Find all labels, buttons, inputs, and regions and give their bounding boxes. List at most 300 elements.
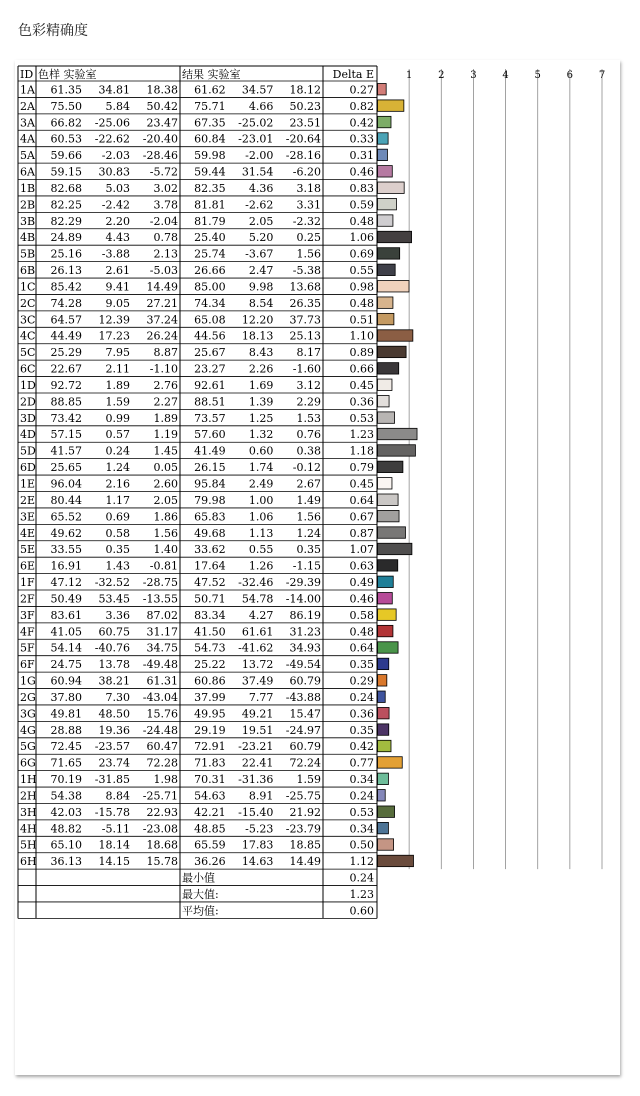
result-lab-value: 60.79 [289, 740, 321, 754]
delta-e-value: 0.48 [349, 625, 374, 639]
result-lab-value: 65.83 [194, 510, 226, 524]
sample-lab-value: -0.81 [149, 559, 178, 573]
sample-lab-value: 27.21 [146, 296, 178, 310]
delta-e-bar [378, 822, 389, 833]
sample-lab-value: 53.45 [98, 592, 130, 606]
sample-lab-value: 19.36 [98, 723, 130, 737]
sample-lab-value: 15.78 [146, 855, 178, 869]
result-lab-value: 65.08 [194, 313, 226, 327]
result-lab-value: -31.36 [238, 773, 274, 787]
row-id: 1F [20, 576, 35, 590]
result-lab-value: 0.35 [296, 543, 321, 557]
delta-e-bar [378, 642, 399, 653]
result-lab-value: 4.27 [248, 608, 274, 622]
delta-e-value: 0.53 [349, 805, 374, 819]
row-id: 3H [20, 805, 37, 819]
row-id: 1H [20, 773, 37, 787]
delta-e-bar [378, 560, 398, 571]
delta-e-bar [378, 395, 390, 406]
sample-lab-value: 1.56 [153, 526, 178, 540]
result-lab-value: 1.56 [296, 510, 321, 524]
result-lab-value: 75.71 [194, 99, 226, 113]
sample-lab-value: 34.75 [146, 641, 178, 655]
delta-e-bar [378, 363, 399, 374]
sample-lab-value: 41.57 [50, 444, 82, 458]
header-sample-lab: 色样 实验室 [38, 68, 97, 81]
sample-lab-value: 18.14 [98, 838, 130, 852]
result-lab-value: 60.79 [289, 674, 321, 688]
sample-lab-value: 60.47 [146, 740, 178, 754]
row-id: 5H [20, 838, 37, 852]
delta-e-bar [378, 510, 400, 521]
sample-lab-value: -49.48 [142, 658, 178, 672]
result-lab-value: 8.54 [248, 296, 274, 310]
delta-e-bar [378, 198, 397, 209]
row-id: 6C [20, 362, 36, 376]
row-id: 3B [20, 214, 36, 228]
sample-lab-value: 60.94 [50, 674, 82, 688]
summary-label: 最小值 [182, 871, 215, 885]
result-lab-value: 1.74 [248, 461, 274, 475]
result-lab-value: 86.19 [289, 608, 321, 622]
sample-lab-value: 82.29 [50, 214, 82, 228]
result-lab-value: 95.84 [194, 477, 226, 491]
sample-lab-value: 59.15 [50, 165, 82, 179]
result-lab-value: 50.71 [194, 592, 226, 606]
row-id: 1G [20, 674, 36, 688]
delta-e-bar [378, 675, 387, 686]
delta-e-value: 0.79 [349, 461, 374, 475]
result-lab-value: 21.92 [289, 805, 321, 819]
color-accuracy-panel [15, 60, 620, 1075]
result-lab-value: 8.17 [296, 346, 321, 360]
delta-e-bar [378, 231, 412, 242]
sample-lab-value: -32.52 [94, 576, 130, 590]
row-id: 3F [20, 608, 35, 622]
sample-lab-value: 85.42 [50, 280, 82, 294]
sample-lab-value: 1.19 [153, 428, 178, 442]
result-lab-value: 49.68 [194, 526, 226, 540]
result-lab-value: 34.57 [241, 83, 274, 97]
result-lab-value: 44.56 [194, 329, 226, 343]
delta-e-bar [378, 839, 394, 850]
result-lab-value: -5.23 [245, 822, 274, 836]
result-lab-value: 81.81 [194, 198, 226, 212]
result-lab-value: 17.64 [194, 559, 226, 573]
row-id: 4F [20, 625, 35, 639]
delta-e-bar [378, 149, 388, 160]
sample-lab-value: 37.80 [50, 690, 82, 704]
sample-lab-value: 3.78 [153, 198, 178, 212]
delta-e-value: 0.48 [349, 296, 374, 310]
delta-e-bar [378, 248, 400, 259]
row-id: 6F [20, 658, 35, 672]
row-id: 5G [20, 740, 36, 754]
result-lab-value: 8.43 [248, 346, 274, 360]
result-lab-value: -28.16 [285, 149, 321, 163]
sample-lab-value: 2.76 [153, 378, 178, 392]
sample-lab-value: 96.04 [50, 477, 82, 491]
delta-e-value: 0.42 [349, 116, 374, 130]
sample-lab-value: 50.49 [50, 592, 82, 606]
delta-e-bar [378, 740, 392, 751]
sample-lab-value: 3.02 [153, 181, 178, 195]
result-lab-value: 0.60 [248, 444, 274, 458]
sample-lab-value: 17.23 [98, 329, 130, 343]
result-lab-value: 13.72 [241, 658, 274, 672]
delta-e-value: 0.34 [349, 822, 374, 836]
sample-lab-value: 74.28 [50, 296, 82, 310]
result-lab-value: -25.02 [238, 116, 274, 130]
x-tick-label: 1 [405, 70, 413, 81]
result-lab-value: 54.78 [241, 592, 274, 606]
sample-lab-value: 18.68 [146, 838, 178, 852]
result-lab-value: 26.66 [194, 264, 226, 278]
result-lab-value: 12.20 [241, 313, 274, 327]
sample-lab-value: 26.24 [146, 329, 178, 343]
sample-lab-value: 64.57 [50, 313, 82, 327]
result-lab-value: 0.55 [248, 543, 274, 557]
sample-lab-value: 25.29 [50, 346, 82, 360]
sample-lab-value: 2.16 [105, 477, 130, 491]
result-lab-value: 33.62 [194, 543, 226, 557]
delta-e-value: 0.64 [349, 641, 374, 655]
sample-lab-value: 5.84 [105, 99, 130, 113]
result-lab-value: 41.49 [194, 444, 226, 458]
delta-e-value: 0.31 [349, 149, 374, 163]
delta-e-bar [378, 625, 393, 636]
result-lab-value: 2.49 [248, 477, 274, 491]
sample-lab-value: 2.60 [153, 477, 178, 491]
delta-e-value: 1.23 [349, 428, 374, 442]
result-lab-value: 34.93 [289, 641, 321, 655]
delta-e-bar [378, 478, 392, 489]
sample-lab-value: 65.10 [50, 838, 82, 852]
delta-e-value: 0.67 [349, 510, 374, 524]
delta-e-value: 0.87 [349, 526, 374, 540]
sample-lab-value: -25.06 [94, 116, 130, 130]
delta-e-value: 0.45 [349, 378, 374, 392]
result-lab-value: 73.57 [194, 411, 226, 425]
row-id: 4B [20, 231, 36, 245]
result-lab-value: -49.54 [285, 658, 321, 672]
sample-lab-value: 82.68 [50, 181, 82, 195]
delta-e-bar [378, 100, 404, 111]
sample-lab-value: 22.93 [146, 805, 178, 819]
delta-e-bar [378, 264, 396, 275]
sample-lab-value: 57.15 [50, 428, 82, 442]
result-lab-value: 9.98 [248, 280, 274, 294]
result-lab-value: 71.83 [194, 756, 226, 770]
result-lab-value: 50.23 [289, 99, 321, 113]
delta-e-bar [378, 543, 412, 554]
result-lab-value: 15.47 [289, 707, 321, 721]
sample-lab-value: 13.78 [98, 658, 130, 672]
delta-e-bar [378, 691, 386, 702]
result-lab-value: -32.46 [238, 576, 274, 590]
result-lab-value: -23.21 [238, 740, 274, 754]
x-tick-label: 6 [566, 70, 574, 81]
delta-e-value: 1.06 [349, 231, 374, 245]
result-lab-value: 14.63 [241, 855, 274, 869]
result-lab-value: 1.53 [296, 411, 321, 425]
row-id: 1E [20, 477, 36, 491]
result-lab-value: 5.20 [248, 231, 274, 245]
sample-lab-value: -43.04 [142, 690, 178, 704]
result-lab-value: 47.52 [194, 576, 226, 590]
delta-e-value: 0.69 [349, 247, 374, 261]
sample-lab-value: 2.11 [105, 362, 130, 376]
sample-lab-value: -24.48 [142, 723, 178, 737]
row-id: 2E [20, 493, 36, 507]
sample-lab-value: 65.52 [50, 510, 82, 524]
row-id: 2B [20, 198, 36, 212]
delta-e-bar [378, 461, 403, 472]
delta-e-bar [378, 428, 418, 439]
sample-lab-value: 83.61 [50, 608, 82, 622]
sample-lab-value: 1.45 [153, 444, 178, 458]
result-lab-value: 72.24 [289, 756, 321, 770]
result-lab-value: -23.01 [238, 132, 274, 146]
row-id: 4E [20, 526, 36, 540]
delta-e-bar [378, 658, 389, 669]
sample-lab-value: -2.03 [101, 149, 130, 163]
sample-lab-value: -28.75 [142, 576, 178, 590]
delta-e-value: 0.82 [349, 99, 374, 113]
result-lab-value: 0.76 [296, 428, 321, 442]
sample-lab-value: -40.76 [94, 641, 130, 655]
delta-e-value: 0.46 [349, 165, 374, 179]
sample-lab-value: 49.81 [50, 707, 82, 721]
sample-lab-value: 75.50 [50, 99, 82, 113]
row-id: 5E [20, 543, 36, 557]
delta-e-value: 0.64 [349, 493, 374, 507]
result-lab-value: 72.91 [194, 740, 226, 754]
result-lab-value: 48.85 [194, 822, 226, 836]
sample-lab-value: 34.81 [98, 83, 130, 97]
sample-lab-value: 88.85 [50, 395, 82, 409]
result-lab-value: -14.00 [285, 592, 321, 606]
delta-e-bar [378, 576, 394, 587]
result-lab-value: 1.24 [296, 526, 321, 540]
delta-e-bar [378, 215, 393, 226]
sample-lab-value: -28.46 [142, 149, 178, 163]
sample-lab-value: -5.03 [149, 264, 178, 278]
delta-e-value: 0.33 [349, 132, 374, 146]
delta-e-value: 0.49 [349, 576, 374, 590]
delta-e-bar [378, 412, 395, 423]
sample-lab-value: 60.53 [50, 132, 82, 146]
row-id: 2G [20, 690, 36, 704]
delta-e-bar [378, 527, 406, 538]
delta-e-value: 0.24 [349, 789, 374, 803]
delta-e-bar [378, 609, 397, 620]
sample-lab-value: 70.19 [50, 773, 82, 787]
delta-e-bar [378, 494, 399, 505]
sample-lab-value: 0.57 [105, 428, 130, 442]
summary-value: 0.24 [349, 871, 374, 885]
sample-lab-value: 3.36 [105, 608, 130, 622]
result-lab-value: -15.40 [238, 805, 274, 819]
delta-e-value: 0.35 [349, 658, 374, 672]
sample-lab-value: 16.91 [50, 559, 82, 573]
sample-lab-value: 87.02 [146, 608, 178, 622]
result-lab-value: 49.95 [194, 707, 226, 721]
sample-lab-value: 92.72 [50, 378, 82, 392]
row-id: 3D [20, 411, 36, 425]
result-lab-value: 26.15 [194, 461, 226, 475]
sample-lab-value: 30.83 [98, 165, 130, 179]
delta-e-bar [378, 593, 393, 604]
sample-lab-value: 59.66 [50, 149, 82, 163]
row-id: 4A [20, 132, 35, 146]
result-lab-value: 54.63 [194, 789, 226, 803]
delta-e-value: 0.50 [349, 838, 374, 852]
sample-lab-value: 1.59 [105, 395, 130, 409]
sample-lab-value: 1.43 [105, 559, 130, 573]
sample-lab-value: 5.03 [105, 181, 130, 195]
delta-e-value: 1.10 [349, 329, 374, 343]
row-id: 2D [20, 395, 36, 409]
row-id: 3C [20, 313, 36, 327]
row-id: 6G [20, 756, 36, 770]
sample-lab-value: 50.42 [146, 99, 178, 113]
delta-e-bar [378, 445, 416, 456]
sample-lab-value: 2.05 [153, 493, 178, 507]
sample-lab-value: 1.98 [153, 773, 178, 787]
result-lab-value: 61.62 [194, 83, 226, 97]
sample-lab-value: 4.43 [105, 231, 130, 245]
result-lab-value: 74.34 [194, 296, 226, 310]
result-lab-value: 1.26 [248, 559, 274, 573]
delta-e-value: 0.35 [349, 723, 374, 737]
row-id: 1A [20, 83, 35, 97]
delta-e-bar [378, 330, 413, 341]
sample-lab-value: 72.45 [50, 740, 82, 754]
sample-lab-value: 37.24 [146, 313, 178, 327]
sample-lab-value: -15.78 [94, 805, 130, 819]
summary-value: 0.60 [349, 904, 374, 918]
delta-e-bar [378, 166, 393, 177]
sample-lab-value: 12.39 [98, 313, 130, 327]
result-lab-value: -29.39 [285, 576, 321, 590]
result-lab-value: 81.79 [194, 214, 226, 228]
result-lab-value: 41.50 [194, 625, 226, 639]
row-id: 5B [20, 247, 36, 261]
sample-lab-value: -3.88 [101, 247, 130, 261]
color-accuracy-table-chart [15, 60, 620, 1075]
delta-e-value: 0.34 [349, 773, 374, 787]
delta-e-value: 0.45 [349, 477, 374, 491]
sample-lab-value: 23.74 [98, 756, 130, 770]
result-lab-value: 17.83 [241, 838, 274, 852]
sample-lab-value: 0.35 [105, 543, 130, 557]
sample-lab-value: 0.58 [105, 526, 130, 540]
row-id: 4H [20, 822, 37, 836]
x-tick-label: 7 [598, 70, 606, 81]
result-lab-value: 13.68 [289, 280, 321, 294]
header-delta-e: Delta E [332, 68, 374, 81]
row-id: 2A [20, 99, 35, 113]
result-lab-value: 25.67 [194, 346, 226, 360]
delta-e-value: 0.66 [349, 362, 374, 376]
sample-lab-value: 14.49 [146, 280, 178, 294]
result-lab-value: 49.21 [241, 707, 274, 721]
sample-lab-value: 38.21 [98, 674, 130, 688]
result-lab-value: 1.13 [248, 526, 274, 540]
row-id: 5A [20, 149, 35, 163]
sample-lab-value: 28.88 [50, 723, 82, 737]
sample-lab-value: 54.14 [50, 641, 82, 655]
x-tick-label: 2 [438, 70, 445, 81]
sample-lab-value: 24.75 [50, 658, 82, 672]
result-lab-value: -2.32 [292, 214, 321, 228]
sample-lab-value: 25.16 [50, 247, 82, 261]
result-lab-value: 37.99 [194, 690, 226, 704]
delta-e-value: 0.98 [349, 280, 374, 294]
result-lab-value: 2.26 [248, 362, 274, 376]
sample-lab-value: 25.65 [50, 461, 82, 475]
result-lab-value: 25.22 [194, 658, 226, 672]
result-lab-value: -5.38 [292, 264, 321, 278]
delta-e-bar [378, 806, 395, 817]
result-lab-value: 29.19 [194, 723, 226, 737]
sample-lab-value: 42.03 [50, 805, 82, 819]
delta-e-value: 0.27 [349, 83, 374, 97]
sample-lab-value: -1.10 [149, 362, 178, 376]
delta-e-bar [378, 790, 386, 801]
sample-lab-value: 66.82 [50, 116, 82, 130]
result-lab-value: 60.86 [194, 674, 226, 688]
header-result-lab: 结果 实验室 [182, 68, 241, 81]
result-lab-value: 88.51 [194, 395, 226, 409]
row-id: 1C [20, 280, 36, 294]
row-id: 5C [20, 346, 36, 360]
result-lab-value: 18.85 [289, 838, 321, 852]
result-lab-value: 26.35 [289, 296, 321, 310]
row-id: 2H [20, 789, 37, 803]
sample-lab-value: 8.87 [153, 346, 178, 360]
row-id: 5F [20, 641, 35, 655]
result-lab-value: 14.49 [289, 855, 321, 869]
result-lab-value: 59.44 [194, 165, 226, 179]
result-lab-value: 3.31 [296, 198, 321, 212]
sample-lab-value: 47.12 [50, 576, 82, 590]
result-lab-value: 31.23 [289, 625, 321, 639]
result-lab-value: 37.73 [289, 313, 321, 327]
result-lab-value: 1.39 [248, 395, 274, 409]
sample-lab-value: 60.75 [98, 625, 130, 639]
delta-e-bar [378, 133, 389, 144]
delta-e-bar [378, 116, 392, 127]
sample-lab-value: -20.40 [142, 132, 178, 146]
sample-lab-value: -13.55 [142, 592, 178, 606]
delta-e-bar [378, 855, 414, 866]
row-id: 3A [20, 116, 35, 130]
result-lab-value: 0.38 [296, 444, 321, 458]
delta-e-bar [378, 297, 393, 308]
result-lab-value: 4.66 [248, 99, 274, 113]
sample-lab-value: 44.49 [50, 329, 82, 343]
delta-e-value: 0.59 [349, 198, 374, 212]
delta-e-value: 0.77 [349, 756, 374, 770]
result-lab-value: 3.18 [296, 181, 321, 195]
sample-lab-value: 71.65 [50, 756, 82, 770]
sample-lab-value: 48.50 [98, 707, 130, 721]
sample-lab-value: 0.24 [105, 444, 130, 458]
result-lab-value: 1.59 [296, 773, 321, 787]
result-lab-value: -20.64 [285, 132, 321, 146]
